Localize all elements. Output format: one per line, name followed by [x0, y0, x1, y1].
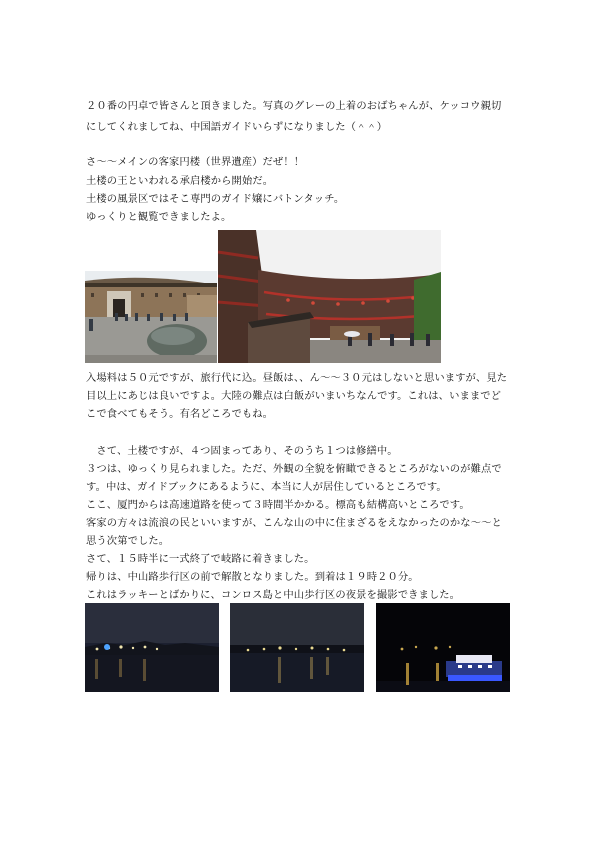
night-view-photo-3 — [376, 603, 510, 692]
text-line: ２０番の円卓で皆さんと頂きました。写真のグレーの上着のおばちゃんが、ケッコウ親切 — [86, 100, 502, 112]
text-line: こで食べてもそう。有名どころでもね。 — [86, 408, 274, 420]
text-line: 思う次第でした。 — [86, 535, 170, 547]
tulou-interior-photo — [218, 230, 441, 363]
night-view-photo-1 — [85, 603, 219, 692]
text-line: さて、１５時半に一式終了で岐路に着きました。 — [86, 553, 315, 565]
text-line: 土楼の王といわれる承启楼から開始だ。 — [86, 175, 274, 187]
text-line: ここ、厦門からは高速道路を使って３時間半かかる。標高も結構高いところです。 — [86, 499, 470, 511]
text-line: ゆっくりと観覧できましたよ。 — [86, 211, 232, 223]
text-line: さ～～メインの客家円楼（世界遺産）だぜ！！ — [86, 156, 305, 168]
text-line: 土楼の風景区ではそこ専門のガイド嬢にバトンタッチ。 — [86, 193, 345, 205]
tulou-exterior-photo — [85, 271, 217, 363]
text-line: 客家の方々は流浪の民といいますが、こんな山の中に住まざるをえなかったのかな～～と — [86, 517, 502, 529]
text-line: さて、土楼ですが、４つ固まってあり、そのうち１つは修繕中。 — [86, 445, 398, 457]
text-line: す。中は、ガイドブックにあるように、本当に人が居住しているところです。 — [86, 481, 447, 493]
text-line: ３つは、ゆっくり見られました。ただ、外観の全貌を俯瞰できるところがないのが難点で — [86, 463, 502, 475]
night-view-photo-2 — [230, 603, 364, 692]
text-line: 目以上にあじは良いですよ。大陸の難点は白飯がいまいちなんです。これは、いままでど — [86, 390, 502, 402]
text-line: にしてくれましてね、中国語ガイドいらずになりました（＾＾） — [86, 121, 388, 133]
text-line: これはラッキーとばかりに、コンロス島と中山歩行区の夜景を撮影できました。 — [86, 589, 461, 601]
text-line: 入場料は５０元ですが、旅行代に込。昼飯は、、ん～～３０元はしないと思いますが、見た — [86, 372, 508, 384]
text-line: 帰りは、中山路歩行区の前で解散となりました。到着は１９時２０分。 — [86, 571, 419, 583]
